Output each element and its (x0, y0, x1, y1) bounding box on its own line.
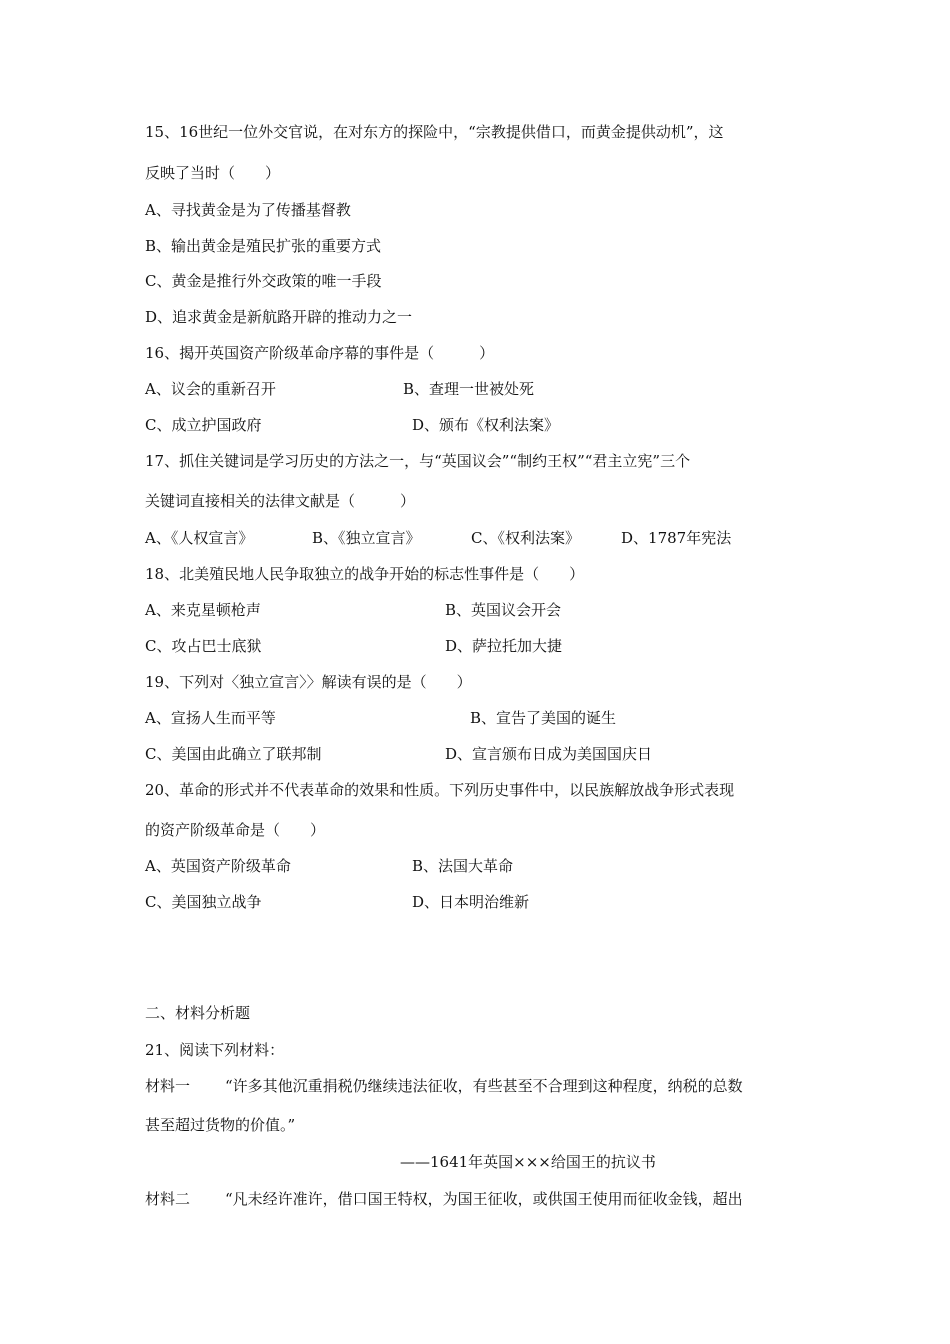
q17-option-d: D、1787年宪法 (621, 529, 732, 547)
q18-option-d: D、萨拉托加大捷 (445, 637, 563, 655)
q16-option-c: C、成立护国政府 (145, 416, 262, 434)
q15-option-b: B、输出黄金是殖民扩张的重要方式 (145, 237, 382, 255)
q16-option-a: A、议会的重新召开 (145, 380, 276, 398)
q18-option-c: C、攻占巴士底狱 (145, 637, 262, 655)
q17-stem-line1: 17、抓住关键词是学习历史的方法之一，与“英国议会”“制约王权”“君主立宪”三个 (145, 452, 691, 470)
q15-option-a: A、寻找黄金是为了传播基督教 (145, 201, 351, 219)
q17-option-c: C、《权利法案》 (471, 529, 580, 547)
q18-option-a: A、来克星顿枪声 (145, 601, 261, 619)
q19-option-b: B、宣告了美国的诞生 (470, 709, 617, 727)
q21-stem: 21、阅读下列材料： (145, 1041, 285, 1059)
q19-option-d: D、宣言颁布日成为美国国庆日 (445, 745, 653, 763)
q16-stem: 16、揭开英国资产阶级革命序幕的事件是（ ） (145, 344, 495, 362)
q15-stem-line2: 反映了当时（ ） (145, 164, 281, 182)
material1-label: 材料一 (145, 1077, 191, 1095)
material1-source: ——1641年英国×××给国王的抗议书 (400, 1153, 656, 1171)
q19-stem: 19、下列对〈独立宣言〉〉解读有误的是（ ） (145, 673, 472, 691)
q20-option-d: D、日本明治维新 (412, 893, 530, 911)
q18-option-b: B、英国议会开会 (445, 601, 562, 619)
q19-option-a: A、宣扬人生而平等 (145, 709, 276, 727)
q15-stem-line1: 15、16世纪一位外交官说，在对东方的探险中，“宗教提供借口，而黄金提供动机”，这 (145, 123, 724, 141)
q17-option-a: A、《人权宣言》 (145, 529, 254, 547)
q15-option-d: D、追求黄金是新航路开辟的推动力之一 (145, 308, 413, 326)
section2-title: 二、材料分析题 (145, 1004, 251, 1022)
q17-option-b: B、《独立宣言》 (312, 529, 421, 547)
material1-line2: 甚至超过货物的价值。” (145, 1116, 296, 1134)
q20-option-c: C、美国独立战争 (145, 893, 262, 911)
q17-stem-line2: 关键词直接相关的法律文献是（ ） (145, 492, 416, 510)
q19-option-c: C、美国由此确立了联邦制 (145, 745, 322, 763)
q20-option-a: A、英国资产阶级革命 (145, 857, 291, 875)
q20-stem-line1: 20、革命的形式并不代表革命的效果和性质。下列历史事件中，以民族解放战争形式表现 (145, 781, 735, 799)
q18-stem: 18、北美殖民地人民争取独立的战争开始的标志性事件是（ ） (145, 565, 585, 583)
material1-line1: “许多其他沉重捐税仍继续违法征收，有些甚至不合理到这种程度，纳税的总数 (225, 1077, 743, 1095)
q16-option-d: D、颁布《权利法案》 (412, 416, 560, 434)
q20-option-b: B、法国大革命 (412, 857, 514, 875)
q16-option-b: B、查理一世被处死 (403, 380, 535, 398)
material2-label: 材料二 (145, 1190, 191, 1208)
q15-option-c: C、黄金是推行外交政策的唯一手段 (145, 272, 382, 290)
material2-line1: “凡未经许准许，借口国王特权，为国王征收，或供国王使用而征收金钱，超出 (225, 1190, 743, 1208)
q20-stem-line2: 的资产阶级革命是（ ） (145, 821, 326, 839)
